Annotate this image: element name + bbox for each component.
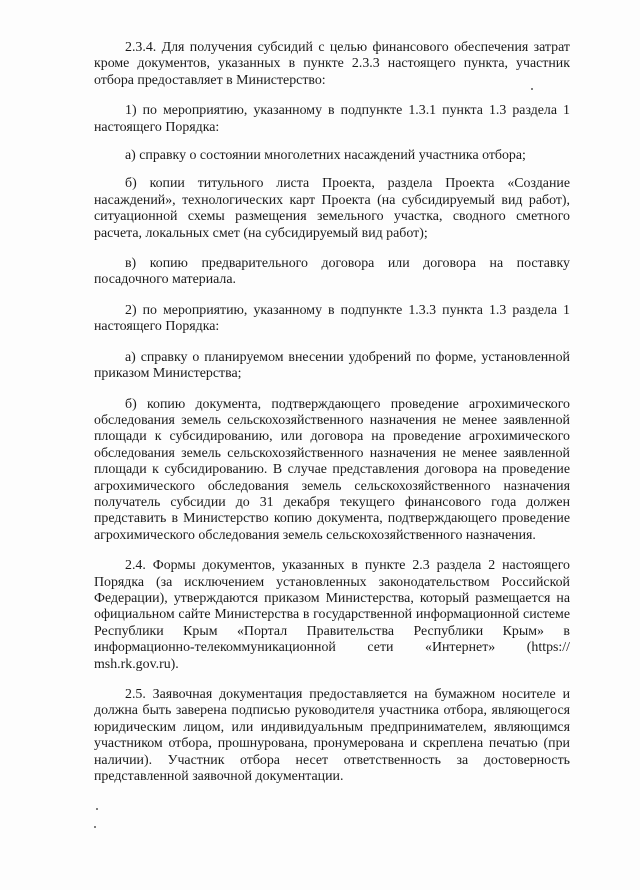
paragraph-item-1c: в) копию предварительного договора или договора на поставку посадочного материала. xyxy=(94,256,570,288)
paragraph-item-1a: а) справку о состоянии многолетних насаждений участника отбора; xyxy=(125,148,526,164)
paragraph-item-2a: а) справку о планируемом внесении удобрений по форме, установленной приказом Министерства; xyxy=(94,349,570,382)
paragraph-2-4: 2.4. Формы документов, указанных в пункте 2.3 раздела 2 настоящего Порядка (за исключением установленных законодательством Российской Федерации), утверждаются приказом Министерства, который размещается на официальном сайте Министерства в государственной информационной системе Республики Крым «Портал Правительства Республики Крым» в информационно-телекоммуникационной сети «Интернет» (https:// msh.rk.gov.ru). xyxy=(94,558,570,672)
paragraph-item-2b: б) копию документа, подтверждающего проведение агрохимического обследования земель сельскохозяйственного назначения не менее заявленной площади к субсидированию, или договора на проведение агрохимического обследования земель сельскохозяйственного назначения не менее заявленной площади к субсидированию. В случае представления договора на проведение агрохимического обследования земель сельскохозяйственного назначения получатель субсидии до 31 декабря текущего финансового года должен представить в Министерство копию документа, подтверждающего проведение агрохимического обследования земель сельскохозяйственного назначения. xyxy=(94,396,570,543)
paragraph-item-1b: б) копии титульного листа Проекта, раздела Проекта «Создание насаждений», технологических карт Проекта (на субсидируемый вид работ), ситуационной схемы размещения земельного участка, сводного сметного расчета, локальных смет (на субсидируемый вид работ); xyxy=(94,176,570,241)
paragraph-item-1: 1) по мероприятию, указанному в подпункте 1.3.1 пункта 1.3 раздела 1 настоящего Порядка: xyxy=(94,103,570,135)
paragraph-2-5: 2.5. Заявочная документация предоставляется на бумажном носителе и должна быть заверена подписью руководителя участника отбора, являющегося юридическим лицом, или индивидуальным предпринимателем, являющимся участником отбора, прошнурована, пронумерована и скреплена печатью (при наличии). Участник отбора несет ответственность за достоверность представленной заявочной документации. xyxy=(94,687,570,785)
scan-speck xyxy=(94,826,96,828)
scan-speck xyxy=(96,808,98,810)
paragraph-2-3-4: 2.3.4. Для получения субсидий с целью финансового обеспечения затрат кроме документов, указанных в пункте 2.3.3 настоящего пункта, участник отбора предоставляет в Министерство: xyxy=(94,40,570,88)
scan-speck xyxy=(531,88,533,90)
paragraph-item-2: 2) по мероприятию, указанному в подпункте 1.3.3 пункта 1.3 раздела 1 настоящего Порядка: xyxy=(94,302,570,335)
